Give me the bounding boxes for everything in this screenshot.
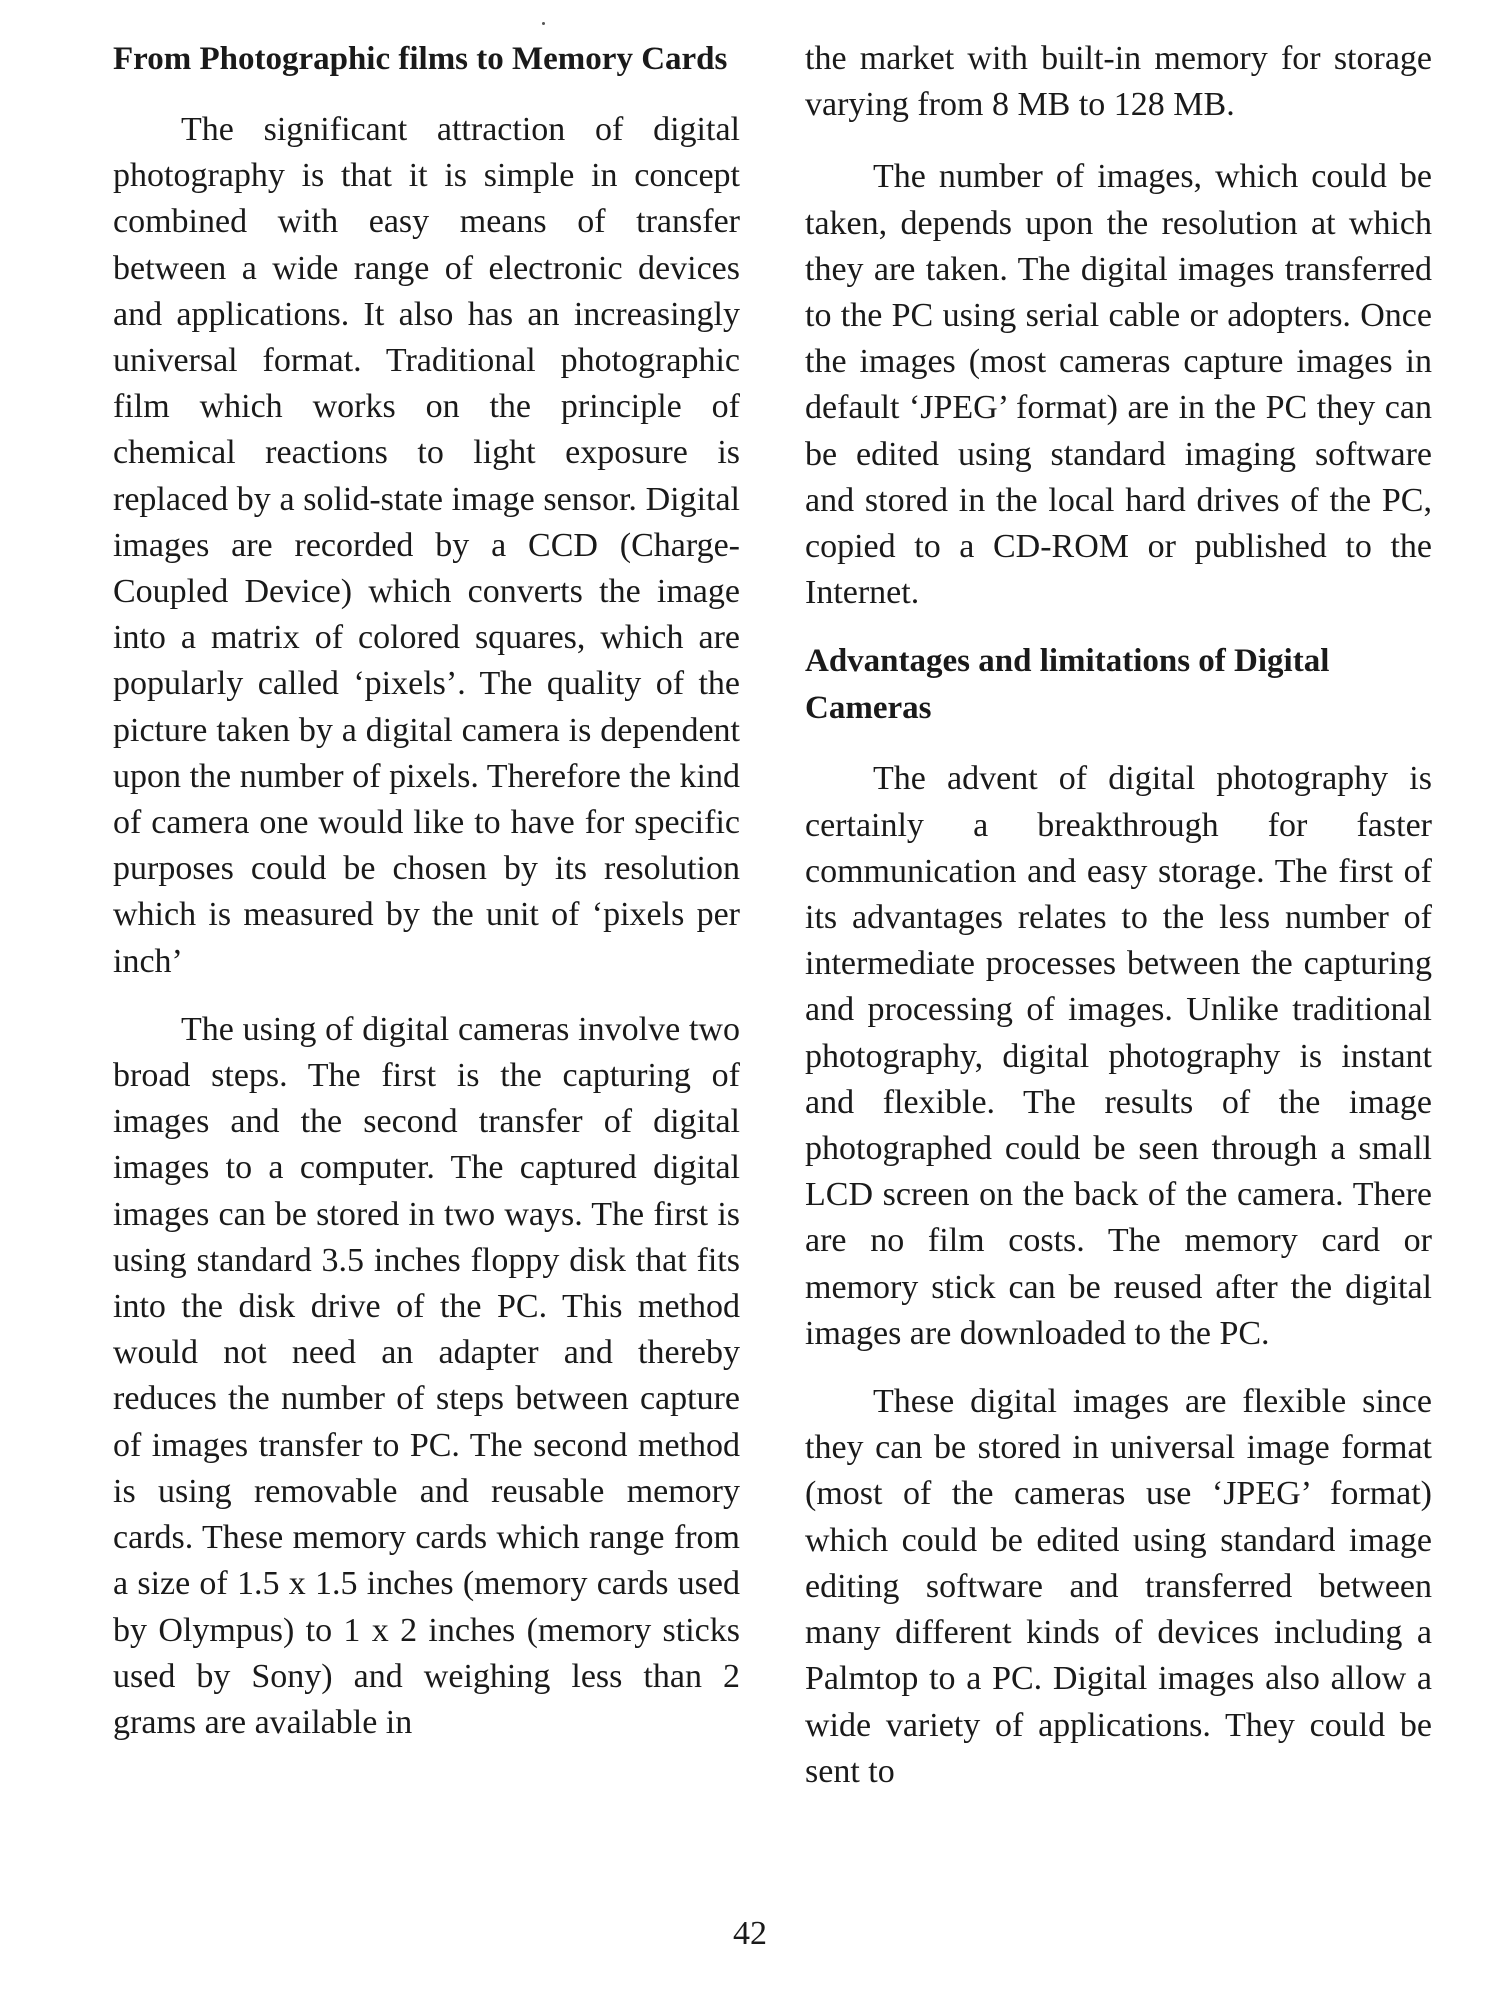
right-column: [805, 36, 1432, 1817]
left-column: [113, 36, 740, 1768]
scan-speck: [542, 22, 545, 25]
paragraph-flexible-images: These digital images are flexible since they can be stored in universal image format (most of the cameras use ‘JPEG’ format) which could be edited using standard image editing software and transferred between many different kinds of devices including a Palmtop to a PC. Digital images also allow a wide variety of applications. They could be sent to: [805, 1383, 1432, 1790]
paragraph-digital-photography-intro: The significant attraction of digital photography is that it is simple in concept combined with easy means of transfer between a wide range of electronic devices and applications. It also has an increasingly universal format. Traditional photographic film which works on the principle of chemical reactions to light exposure is replaced by a solid-state image sensor. Digital images are recorded by a CCD (Charge-Coupled Device) which converts the image into a matrix of colored squares, which are popularly called ‘pixels’. The quality of the picture taken by a digital camera is dependent upon the number of pixels. Therefore the kind of camera one would like to have for specific purposes could be chosen by its resolution which is measured by the unit of ‘pixels per inch’: [113, 111, 740, 980]
section-heading-memory-cards: From Photographic films to Memory Cards: [113, 41, 728, 77]
paragraph-advent-digital-photography: The advent of digital photography is certainly a breakthrough for faster communication and easy storage. The first of its advantages relates to the less number of intermediate processes between the capturing and processing of images. Unlike traditional photography, digital photography is instant and flexible. The results of the image photographed could be seen through a small LCD screen on the back of the camera. There are no film costs. The memory card or memory stick can be reused after the digital images are downloaded to the PC.: [805, 760, 1432, 1352]
section-heading-advantages: Advantages and limitations of Digital Cameras: [805, 643, 1330, 727]
paragraph-continuation-storage: the market with built-in memory for storage varying from 8 MB to 128 MB.: [805, 40, 1432, 124]
paragraph-using-digital-cameras: The using of digital cameras involve two broad steps. The first is the capturing of images and the second transfer of digital images to a computer. The captured digital images can be stored in two ways. The first is using standard 3.5 inches floppy disk that fits into the disk drive of the PC. This method would not need an adapter and thereby reduces the number of steps between capture of images transfer to PC. The second method is using removable and reusable memory cards. These memory cards which range from a size of 1.5 x 1.5 inches (memory cards used by Olympus) to 1 x 2 inches (memory sticks used by Sony) and weighing less than 2 grams are available in: [113, 1010, 740, 1741]
page-number: 42: [733, 1915, 767, 1952]
paragraph-number-of-images: The number of images, which could be taken, depends upon the resolution at which they are taken. The digital images transferred to the PC using serial cable or adopters. Once the images (most cameras capture images in default ‘JPEG’ format) are in the PC they can be edited using standard imaging software and stored in the local hard drives of the PC, copied to a CD-ROM or published to the Internet.: [805, 158, 1432, 612]
